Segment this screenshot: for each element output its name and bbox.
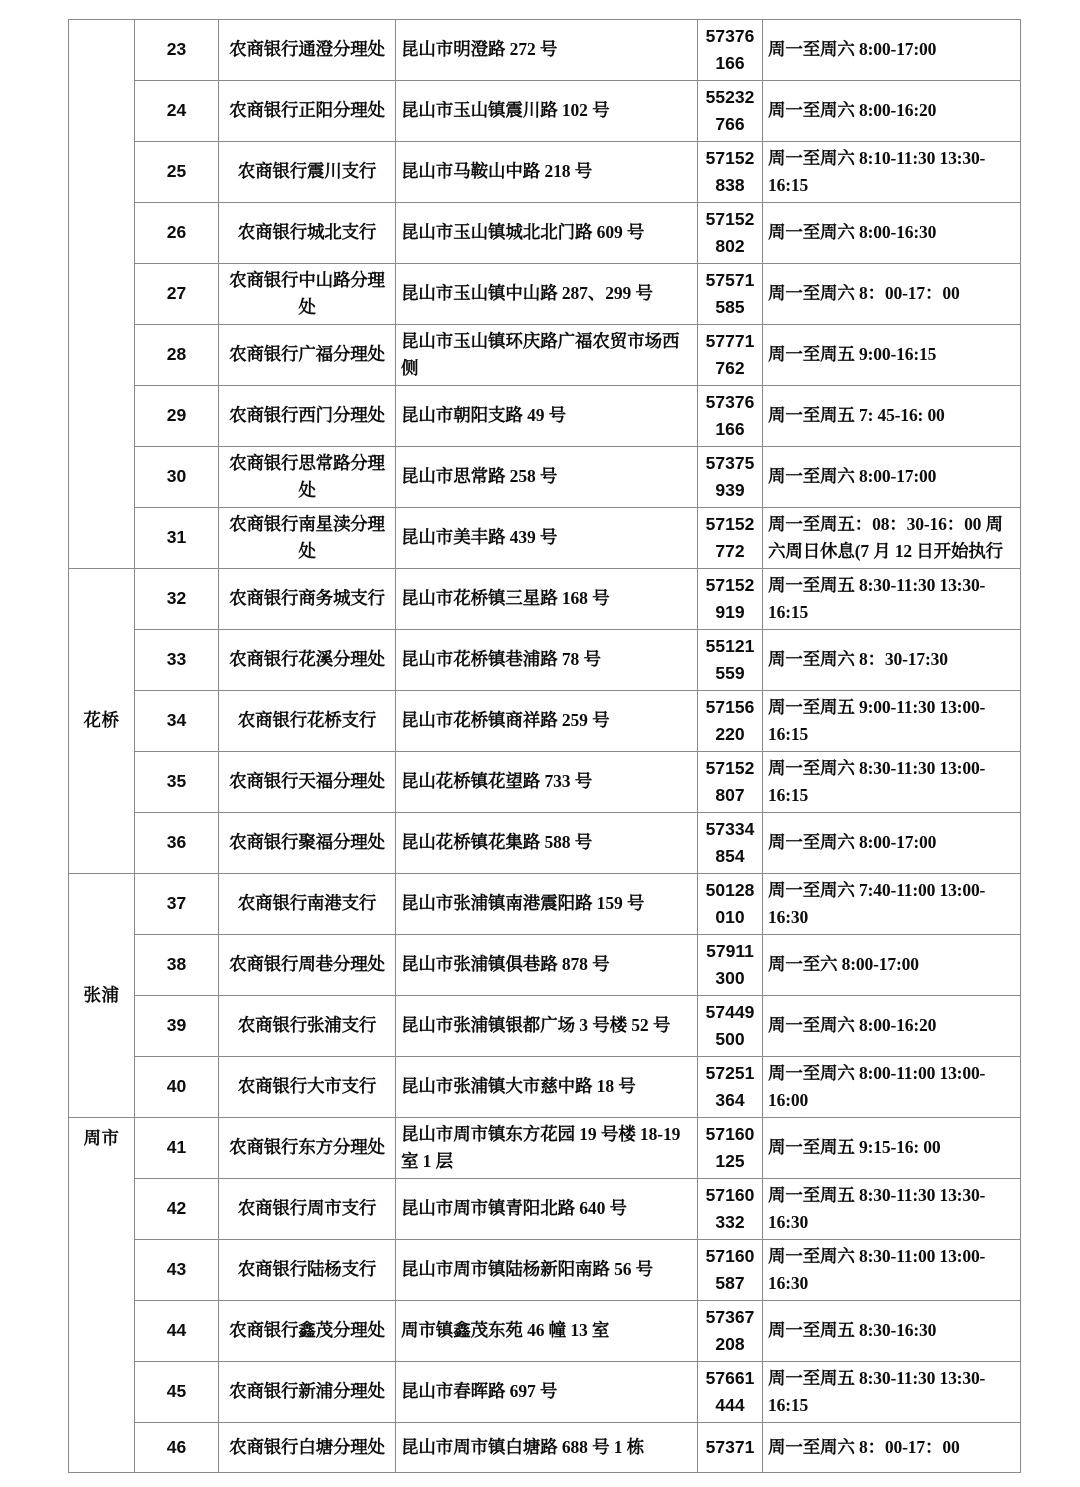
branch-address: 昆山市玉山镇环庆路广福农贸市场西侧 <box>396 325 698 386</box>
branch-hours: 周一至周六 8:30-11:00 13:00-16:30 <box>763 1240 1021 1301</box>
branch-name: 农商银行东方分理处 <box>219 1118 396 1179</box>
branch-name: 农商银行白塘分理处 <box>219 1423 396 1473</box>
branch-address: 昆山市玉山镇城北北门路 609 号 <box>396 203 698 264</box>
branch-hours: 周一至六 8:00-17:00 <box>763 935 1021 996</box>
branch-phone: 55232766 <box>698 81 763 142</box>
branch-hours: 周一至周六 8：00-17：00 <box>763 1423 1021 1473</box>
branch-address: 昆山市美丰路 439 号 <box>396 508 698 569</box>
branch-phone: 57911300 <box>698 935 763 996</box>
branch-phone: 57771762 <box>698 325 763 386</box>
branch-address: 昆山市朝阳支路 49 号 <box>396 386 698 447</box>
branch-phone: 57152838 <box>698 142 763 203</box>
table-row <box>69 447 1021 508</box>
area-label-cell: 花桥 <box>69 569 135 874</box>
branch-hours: 周一至周五 9:00-11:30 13:00-16:15 <box>763 691 1021 752</box>
branch-hours: 周一至周六 8:30-11:30 13:00-16:15 <box>763 752 1021 813</box>
branch-name: 农商银行广福分理处 <box>219 325 396 386</box>
branch-phone: 57160587 <box>698 1240 763 1301</box>
branch-hours: 周一至周五 8:30-16:30 <box>763 1301 1021 1362</box>
branch-phone: 57375939 <box>698 447 763 508</box>
row-number: 29 <box>135 386 219 447</box>
row-number: 38 <box>135 935 219 996</box>
row-number: 24 <box>135 81 219 142</box>
branch-phone: 57376166 <box>698 386 763 447</box>
row-number: 40 <box>135 1057 219 1118</box>
branch-name: 农商银行陆杨支行 <box>219 1240 396 1301</box>
branch-hours: 周一至周五 7: 45-16: 00 <box>763 386 1021 447</box>
table-row <box>69 935 1021 996</box>
branch-hours <box>763 508 1021 569</box>
branch-hours: 周一至周六 8:00-17:00 <box>763 447 1021 508</box>
row-number: 35 <box>135 752 219 813</box>
branch-address: 昆山市玉山镇震川路 102 号 <box>396 81 698 142</box>
branch-address: 昆山市张浦镇俱巷路 878 号 <box>396 935 698 996</box>
table-row <box>69 1118 1021 1179</box>
row-number: 41 <box>135 1118 219 1179</box>
branch-name: 农商银行新浦分理处 <box>219 1362 396 1423</box>
branch-hours: 周一至周五 8:30-11:30 13:30-16:15 <box>763 569 1021 630</box>
branch-name: 农商银行正阳分理处 <box>219 81 396 142</box>
branch-hours: 周一至周六 8:10-11:30 13:30-16:15 <box>763 142 1021 203</box>
branch-phone: 57160332 <box>698 1179 763 1240</box>
branch-name: 农商银行震川支行 <box>219 142 396 203</box>
branch-address: 昆山市春晖路 697 号 <box>396 1362 698 1423</box>
row-number: 36 <box>135 813 219 874</box>
table-row <box>69 691 1021 752</box>
branch-hours: 周一至周六 8:00-16:30 <box>763 203 1021 264</box>
area-label-cell <box>69 20 135 569</box>
table-body <box>69 20 1021 1473</box>
row-number: 33 <box>135 630 219 691</box>
branch-phone: 57152807 <box>698 752 763 813</box>
row-number: 46 <box>135 1423 219 1473</box>
branch-address: 昆山市花桥镇巷浦路 78 号 <box>396 630 698 691</box>
branch-address: 昆山市马鞍山中路 218 号 <box>396 142 698 203</box>
row-number: 32 <box>135 569 219 630</box>
branch-name: 农商银行思常路分理处 <box>219 447 396 508</box>
branch-hours: 周一至周六 7:40-11:00 13:00-16:30 <box>763 874 1021 935</box>
branch-phone: 57152802 <box>698 203 763 264</box>
branch-hours: 周一至周五 9:15-16: 00 <box>763 1118 1021 1179</box>
table-row <box>69 264 1021 325</box>
row-number: 25 <box>135 142 219 203</box>
branch-address: 昆山市花桥镇商祥路 259 号 <box>396 691 698 752</box>
row-number: 45 <box>135 1362 219 1423</box>
row-number: 37 <box>135 874 219 935</box>
area-label-cell: 张浦 <box>69 874 135 1118</box>
branch-name: 农商银行南星渎分理处 <box>219 508 396 569</box>
table-row <box>69 203 1021 264</box>
table-row <box>69 569 1021 630</box>
row-number: 27 <box>135 264 219 325</box>
branch-name: 农商银行通澄分理处 <box>219 20 396 81</box>
branch-hours: 周一至周六 8:00-16:20 <box>763 81 1021 142</box>
branch-address: 昆山市周市镇东方花园 19 号楼 18-19 室 1 层 <box>396 1118 698 1179</box>
branch-address: 昆山市张浦镇大市慈中路 18 号 <box>396 1057 698 1118</box>
branch-phone: 57376166 <box>698 20 763 81</box>
branch-name: 农商银行中山路分理处 <box>219 264 396 325</box>
table-row <box>69 1240 1021 1301</box>
table-row <box>69 630 1021 691</box>
table-row <box>69 1057 1021 1118</box>
branch-name: 农商银行城北支行 <box>219 203 396 264</box>
branch-phone: 57334854 <box>698 813 763 874</box>
row-number: 44 <box>135 1301 219 1362</box>
table-row <box>69 752 1021 813</box>
branch-name: 农商银行鑫茂分理处 <box>219 1301 396 1362</box>
branch-name: 农商银行聚福分理处 <box>219 813 396 874</box>
branch-phone: 57152772 <box>698 508 763 569</box>
branch-address: 昆山市周市镇白塘路 688 号 1 栋 <box>396 1423 698 1473</box>
table-row <box>69 20 1021 81</box>
branch-hours: 周一至周六 8:00-11:00 13:00-16:00 <box>763 1057 1021 1118</box>
table-row <box>69 508 1021 569</box>
branch-phone: 57371 <box>698 1423 763 1473</box>
branch-phone: 55121559 <box>698 630 763 691</box>
branch-phone: 50128010 <box>698 874 763 935</box>
branch-address: 昆山花桥镇花集路 588 号 <box>396 813 698 874</box>
table-row <box>69 325 1021 386</box>
table-row <box>69 996 1021 1057</box>
row-number: 42 <box>135 1179 219 1240</box>
branch-hours-line: 周一至周五：08：30-16：00 周 <box>768 513 1003 534</box>
branch-hours-line: 六周日休息(7 月 12 日开始执行 <box>768 541 1004 561</box>
branch-hours: 周一至周六 8：00-17：00 <box>763 264 1021 325</box>
branch-phone: 57571585 <box>698 264 763 325</box>
branch-phone: 57156220 <box>698 691 763 752</box>
branch-address: 昆山市玉山镇中山路 287、299 号 <box>396 264 698 325</box>
branch-phone: 57152919 <box>698 569 763 630</box>
branch-address: 昆山市花桥镇三星路 168 号 <box>396 569 698 630</box>
branch-phone: 57449500 <box>698 996 763 1057</box>
table-row <box>69 386 1021 447</box>
branch-address: 昆山市周市镇陆杨新阳南路 56 号 <box>396 1240 698 1301</box>
branch-hours: 周一至周五 8:30-11:30 13:30-16:15 <box>763 1362 1021 1423</box>
row-number: 26 <box>135 203 219 264</box>
table-row <box>69 1362 1021 1423</box>
branch-directory-table <box>68 19 1021 1473</box>
area-label-cell: 周市 <box>69 1118 135 1473</box>
row-number: 30 <box>135 447 219 508</box>
branch-address: 昆山市张浦镇南港震阳路 159 号 <box>396 874 698 935</box>
branch-hours: 周一至周六 8：30-17:30 <box>763 630 1021 691</box>
table-row <box>69 813 1021 874</box>
branch-hours: 周一至周五 8:30-11:30 13:30-16:30 <box>763 1179 1021 1240</box>
row-number: 28 <box>135 325 219 386</box>
row-number: 34 <box>135 691 219 752</box>
table-row <box>69 1423 1021 1473</box>
table-row <box>69 142 1021 203</box>
branch-address: 昆山市明澄路 272 号 <box>396 20 698 81</box>
branch-hours: 周一至周五 9:00-16:15 <box>763 325 1021 386</box>
branch-hours: 周一至周六 8:00-17:00 <box>763 20 1021 81</box>
branch-name: 农商银行天福分理处 <box>219 752 396 813</box>
table-row <box>69 874 1021 935</box>
branch-phone: 57367208 <box>698 1301 763 1362</box>
branch-hours: 周一至周六 8:00-17:00 <box>763 813 1021 874</box>
table-row <box>69 1301 1021 1362</box>
branch-name: 农商银行张浦支行 <box>219 996 396 1057</box>
row-number: 43 <box>135 1240 219 1301</box>
branch-address: 昆山市周市镇青阳北路 640 号 <box>396 1179 698 1240</box>
row-number: 31 <box>135 508 219 569</box>
branch-name: 农商银行大市支行 <box>219 1057 396 1118</box>
branch-phone: 57160125 <box>698 1118 763 1179</box>
branch-address: 昆山市张浦镇银都广场 3 号楼 52 号 <box>396 996 698 1057</box>
branch-address: 昆山花桥镇花望路 733 号 <box>396 752 698 813</box>
branch-name: 农商银行花溪分理处 <box>219 630 396 691</box>
branch-name: 农商银行南港支行 <box>219 874 396 935</box>
branch-address: 周市镇鑫茂东苑 46 幢 13 室 <box>396 1301 698 1362</box>
table-row <box>69 1179 1021 1240</box>
branch-name: 农商银行西门分理处 <box>219 386 396 447</box>
branch-name: 农商银行花桥支行 <box>219 691 396 752</box>
branch-name: 农商银行周巷分理处 <box>219 935 396 996</box>
branch-name: 农商银行商务城支行 <box>219 569 396 630</box>
row-number: 39 <box>135 996 219 1057</box>
branch-name: 农商银行周市支行 <box>219 1179 396 1240</box>
branch-address: 昆山市思常路 258 号 <box>396 447 698 508</box>
branch-hours: 周一至周六 8:00-16:20 <box>763 996 1021 1057</box>
table-row <box>69 81 1021 142</box>
branch-phone: 57661444 <box>698 1362 763 1423</box>
row-number: 23 <box>135 20 219 81</box>
branch-phone: 57251364 <box>698 1057 763 1118</box>
